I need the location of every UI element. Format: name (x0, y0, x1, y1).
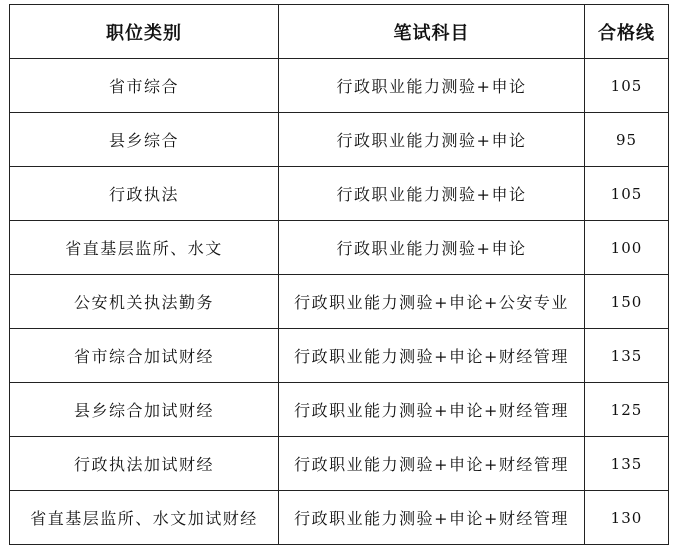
position-category-cell: 县乡综合加试财经 (10, 383, 279, 437)
exam-subjects-cell: 行政职业能力测验+申论+公安专业 (279, 275, 585, 329)
header-exam-subjects: 笔试科目 (279, 5, 585, 59)
exam-subjects-cell: 行政职业能力测验+申论+财经管理 (279, 491, 585, 545)
header-row (10, 5, 669, 59)
table-row (10, 491, 669, 545)
exam-subjects-cell: 行政职业能力测验+申论 (279, 221, 585, 275)
passing-score-cell: 135 (585, 437, 669, 491)
position-category-cell: 行政执法 (10, 167, 279, 221)
passing-score-cell: 105 (585, 59, 669, 113)
passing-score-cell: 105 (585, 167, 669, 221)
exam-subjects-cell: 行政职业能力测验+申论+财经管理 (279, 437, 585, 491)
passing-score-cell: 100 (585, 221, 669, 275)
passing-score-cell: 135 (585, 329, 669, 383)
table-row (10, 383, 669, 437)
table-row (10, 113, 669, 167)
table-row (10, 329, 669, 383)
header-position-category: 职位类别 (10, 5, 279, 59)
table-row (10, 221, 669, 275)
table-row (10, 167, 669, 221)
table-row (10, 275, 669, 329)
exam-subjects-cell: 行政职业能力测验+申论 (279, 59, 585, 113)
exam-subjects-cell: 行政职业能力测验+申论 (279, 113, 585, 167)
table-header (10, 5, 669, 59)
table-row (10, 437, 669, 491)
position-category-cell: 行政执法加试财经 (10, 437, 279, 491)
position-category-cell: 公安机关执法勤务 (10, 275, 279, 329)
table-row (10, 59, 669, 113)
header-passing-score: 合格线 (585, 5, 669, 59)
passing-score-table (9, 4, 669, 545)
position-category-cell: 县乡综合 (10, 113, 279, 167)
position-category-cell: 省市综合 (10, 59, 279, 113)
exam-subjects-cell: 行政职业能力测验+申论+财经管理 (279, 383, 585, 437)
passing-score-cell: 150 (585, 275, 669, 329)
position-category-cell: 省市综合加试财经 (10, 329, 279, 383)
table-wrapper (9, 4, 669, 545)
passing-score-cell: 95 (585, 113, 669, 167)
position-category-cell: 省直基层监所、水文加试财经 (10, 491, 279, 545)
position-category-cell: 省直基层监所、水文 (10, 221, 279, 275)
passing-score-cell: 130 (585, 491, 669, 545)
exam-subjects-cell: 行政职业能力测验+申论+财经管理 (279, 329, 585, 383)
passing-score-cell: 125 (585, 383, 669, 437)
table-body (10, 59, 669, 545)
exam-subjects-cell: 行政职业能力测验+申论 (279, 167, 585, 221)
